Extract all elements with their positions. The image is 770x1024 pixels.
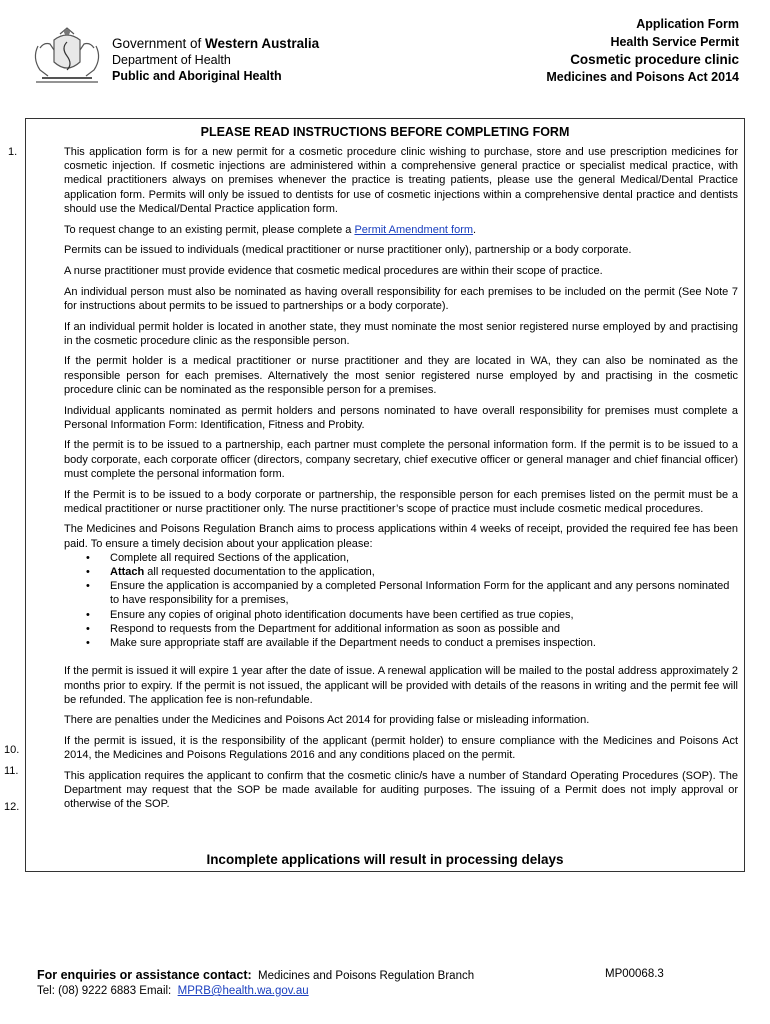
gov-prefix: Government of <box>112 36 206 51</box>
form-code: MP00068.3 <box>605 968 664 980</box>
closing-warning: Incomplete applications will result in processing delays <box>206 852 564 867</box>
list-item-bold: Attach <box>110 566 145 579</box>
note-penalties: There are penalties under the Medicines and Poisons Act 2014 for providing false or misleading information. <box>64 714 590 727</box>
note-number-12: 12. <box>4 801 20 813</box>
note-11a: The Medicines and Poisons Regulation Branch aims to process applications within 4 weeks of receipt, provided the required fee has been paid. To ensure a timely decision about your application please: <box>64 523 738 550</box>
heading-line-1: Application Form <box>636 17 739 31</box>
list-item-text: Respond to requests from the Department for additional information as soon as possible and <box>110 622 561 635</box>
list-item <box>64 636 738 650</box>
list-item-text: Make sure appropriate staff are available if the Department needs to conduct a premises inspection. <box>110 637 596 650</box>
note-compliance: If the permit is issued, it is the responsibility of the applicant (permit holder) to ensure compliance with the Medicines and Poisons Act 2014, the Medicines and Poisons Regulations 2016 and any conditions placed on the permit. <box>64 735 738 762</box>
phone-text: Tel: (08) 9222 6883 Email: <box>37 985 172 997</box>
bullet-icon: • <box>86 608 90 621</box>
note-10a: If the Permit is to be issued to a body corporate or partnership, the responsible person for each premises listed on the permit must be a medical practitioner or nurse practitioner only. The nurse practitioner’s scope of practice must include cosmetic medical procedures. <box>64 488 738 515</box>
government-logo <box>30 26 360 86</box>
list-item <box>64 565 738 579</box>
heading-line-4: Medicines and Poisons Act 2014 <box>546 69 739 84</box>
bullet-icon: • <box>86 622 90 635</box>
note-9: If the permit is to be issued to a partnership, each partner must complete the personal information form. If the permit is to be issued to a body corporate, each corporate officer (directors, company secretary, chief executive officer or general manager and chief financial officer) must complete the personal information form. <box>64 439 738 480</box>
note-4: A nurse practitioner must provide evidence that cosmetic medical procedures are within their scope of practice. <box>64 264 603 277</box>
list-item-text: Ensure the application is accompanied by a completed Personal Information Form for the applicant and any persons nominated to have responsibility for a premises, <box>110 580 730 607</box>
note-2 <box>64 223 738 237</box>
wa-coat-of-arms-icon <box>30 26 104 84</box>
note-number-10: 10. <box>4 744 20 756</box>
branch-name: Medicines and Poisons Regulation Branch <box>258 970 475 982</box>
note-1: This application form is for a new permit for a cosmetic procedure clinic wishing to purchase, store and use prescription medicines for cosmetic injection. If cosmetic injections are administered within a comprehensive general practice or specialist medical practice, with medical practitioners always on premises whenever the practice is treating patients, please use the general Medical/Dental Practice application form. Permits will only be issued to dentists for use of cosmetic injections within a comprehensive dental practice and dentists should use the Medical/Dental Practice application form. <box>64 146 738 215</box>
note-2-text: To request change to an existing permit, please complete a <box>64 223 355 236</box>
bullet-icon: • <box>86 551 90 564</box>
list-item <box>64 608 738 622</box>
department-name: Department of Health <box>112 53 231 67</box>
note-2-end: . <box>473 223 477 236</box>
note-sop: This application requires the applicant to confirm that the cosmetic clinic/s have a number of Standard Operating Procedures (SOP). The Department may request that the SOP be made available for auditing purposes. The issuing of a Permit does not imply approval or otherwise of the SOP. <box>64 770 738 811</box>
instructions-box <box>25 118 745 872</box>
contact-label: For enquiries or assistance contact: <box>37 968 252 982</box>
note-expiry: If the permit is issued it will expire 1 year after the date of issue. A renewal application will be mailed to the postal address approximately 2 months prior to expiry. If the permit is not issued, the applicant will be provided with details of the reasons in writing and the permit fee will be refunded. The application fee is non-refundable. <box>64 665 738 706</box>
note-number-11: 11. <box>4 765 19 777</box>
note-3: Permits can be issued to individuals (medical practitioner or nurse practitioner only), partnership or a body corporate. <box>64 244 632 257</box>
email-link[interactable]: MPRB@health.wa.gov.au <box>177 985 309 997</box>
list-item <box>64 551 738 565</box>
heading-line-3: Cosmetic procedure clinic <box>570 52 739 67</box>
bullet-icon: • <box>86 566 90 579</box>
form-heading <box>546 16 739 86</box>
list-item-text: all requested documentation to the application, <box>147 566 375 579</box>
list-item <box>64 622 738 636</box>
bullet-icon: • <box>86 580 90 593</box>
note-5: An individual person must also be nominated as having overall responsibility for each premises to be included on the permit (See Note 7 for instructions about permits to be issued to partnerships or a body corporate). <box>64 285 738 312</box>
checklist <box>64 551 738 650</box>
division-name: Public and Aboriginal Health <box>112 69 282 83</box>
note-number-1: 1. <box>8 146 18 158</box>
note-7: If the permit holder is a medical practitioner or nurse practitioner and they are located in WA, they can also be nominated as the responsible person for each premises. Alternatively the most senior registered nurse employed by and practising in the cosmetic procedure clinic can be nominated as the responsible person for a premises. <box>64 355 738 396</box>
list-item-text: Ensure any copies of original photo identification documents have been certified as true copies, <box>110 608 574 621</box>
heading-line-2: Health Service Permit <box>610 34 739 49</box>
permit-amendment-link[interactable]: Permit Amendment form <box>354 223 474 236</box>
bullet-icon: • <box>86 637 90 650</box>
gov-state: Western Australia <box>205 36 320 51</box>
list-item <box>64 579 738 607</box>
instructions-content <box>64 145 738 818</box>
note-6: If an individual permit holder is located in another state, they must nominate the most senior registered nurse employed by and practising in the cosmetic procedure clinic as the responsible person. <box>64 320 738 347</box>
list-item-text: Complete all required Sections of the application, <box>110 551 350 564</box>
note-8: Individual applicants nominated as permit holders and persons nominated to have overall responsibility for premises must complete a Personal Information Form: Identification, Fitness and Probity. <box>64 404 738 431</box>
instructions-title: PLEASE READ INSTRUCTIONS BEFORE COMPLETING FORM <box>200 125 570 139</box>
